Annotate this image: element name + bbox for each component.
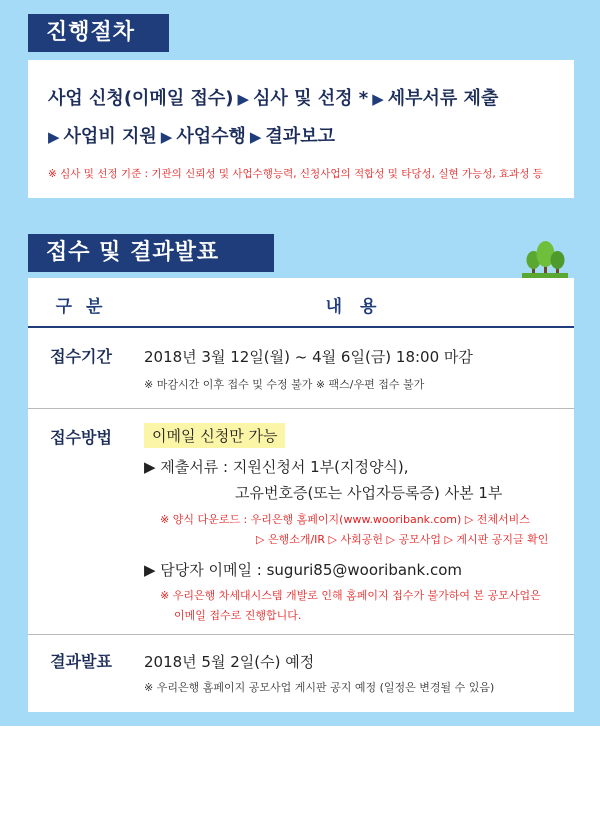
step-report: 결과보고 [265,126,335,147]
table-row [28,409,574,635]
email-submission-note2: 이메일 접수로 진행합니다. [174,609,302,622]
triangle-right-icon: ▶ [249,128,262,146]
triangle-right-icon: ▶ [237,90,250,108]
process-steps-line1 [48,84,498,110]
bottom-blank-area [0,726,600,816]
step-review: 심사 및 선정 * [253,88,369,109]
step-documents: 세부서류 제출 [387,88,499,109]
period-note: ※ 마감시간 이후 접수 및 수정 불가 ※ 팩스/우편 접수 불가 [144,378,425,391]
triangle-right-icon: ▶ [372,90,384,108]
step-funding: 사업비 지원 [63,126,157,147]
selection-criteria-note: ※ 심사 및 선정 기준 : 기관의 신뢰성 및 사업수행능력, 신청사업의 적합성 및 타당성, 실현 가능성, 효과성 등 [48,168,543,180]
step-apply: 사업 신청(이메일 접수) [48,88,234,109]
table-row [28,635,574,712]
header-category: 구 분 [55,297,107,317]
contact-email-line: ▶ 담당자 이메일 : suguri85@wooribank.com [144,561,463,579]
announcement-note: ※ 우리은행 홈페이지 공모사업 게시판 공지 예정 (일정은 변경될 수 있음) [144,681,495,694]
form-download-note2: ▷ 은행소개/IR ▷ 사회공헌 ▷ 공모사업 ▷ 게시판 공지글 확인 [256,533,549,546]
table-header [28,278,574,328]
application-panel [28,278,574,712]
email-only-badge: 이메일 신청만 가능 [144,423,285,448]
section-title-process: 진행절차 [28,14,169,52]
header-content: 내 용 [325,297,383,317]
process-steps-line2 [48,122,335,148]
triangle-right-icon: ▶ [48,128,60,146]
tree-icon [522,238,568,278]
announcement-text: 2018년 5월 2일(수) 예정 [144,653,315,671]
table-row [28,328,574,409]
triangle-right-icon: ▶ [160,128,173,146]
row-label-announcement: 결과발표 [50,652,112,671]
documents-line1: ▶ 제출서류 : 지원신청서 1부(지정양식), [144,458,409,476]
documents-line2: 고유번호증(또는 사업자등록증) 사본 1부 [235,484,503,502]
process-panel [28,60,574,198]
section-title-application: 접수 및 결과발표 [28,234,274,272]
email-submission-note1: ※ 우리은행 차세대시스템 개발로 인해 홈페이지 접수가 불가하여 본 공모사업은 [160,589,541,602]
row-label-method: 접수방법 [50,428,112,447]
step-execution: 사업수행 [176,126,246,147]
period-text: 2018년 3월 12일(월) ~ 4월 6일(금) 18:00 마감 [144,348,473,366]
row-label-period: 접수기간 [50,347,112,366]
form-download-note1: ※ 양식 다운로드 : 우리은행 홈페이지(www.wooribank.com) ▷ 전체서비스 [160,513,530,526]
